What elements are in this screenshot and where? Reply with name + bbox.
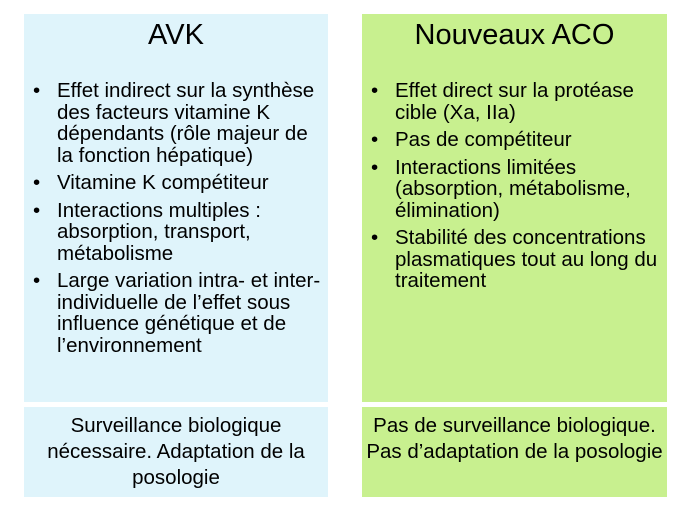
aco-panel: [362, 14, 667, 402]
aco-bullet-item: • Effet direct sur la protéase cible (Xa, IIa): [370, 80, 661, 123]
aco-title: Nouveaux ACO: [414, 19, 615, 51]
aco-bullet-item: • Pas de compétiteur: [370, 129, 661, 151]
avk-conclusion-box: [24, 407, 328, 497]
aco-bullet-item: • Interactions limitées (absorption, métabolisme, élimination): [370, 157, 661, 222]
aco-conclusion-box: [362, 407, 667, 497]
aco-conclusion-text: Pas de surveillance biologique. Pas d’adaptation de la posologie: [366, 414, 663, 463]
avk-bullet-list: [32, 80, 322, 362]
avk-bullet-item: • Interactions multiples : absorption, transport, métabolisme: [32, 200, 322, 265]
avk-bullet-item: • Vitamine K compétiteur: [32, 172, 322, 194]
avk-conclusion-text: Surveillance biologique nécessaire. Adaptation de la posologie: [47, 414, 305, 489]
avk-bullet-item: • Large variation intra- et inter-individuelle de l’effet sous influence génétique et de l’environnement: [32, 270, 322, 356]
avk-panel: [24, 14, 328, 402]
aco-bullet-list: [370, 80, 661, 298]
avk-title: AVK: [148, 19, 204, 51]
avk-bullet-item: • Effet indirect sur la synthèse des facteurs vitamine K dépendants (rôle majeur de la fonction hépatique): [32, 80, 322, 166]
aco-bullet-item: • Stabilité des concentrations plasmatiques tout au long du traitement: [370, 227, 661, 292]
